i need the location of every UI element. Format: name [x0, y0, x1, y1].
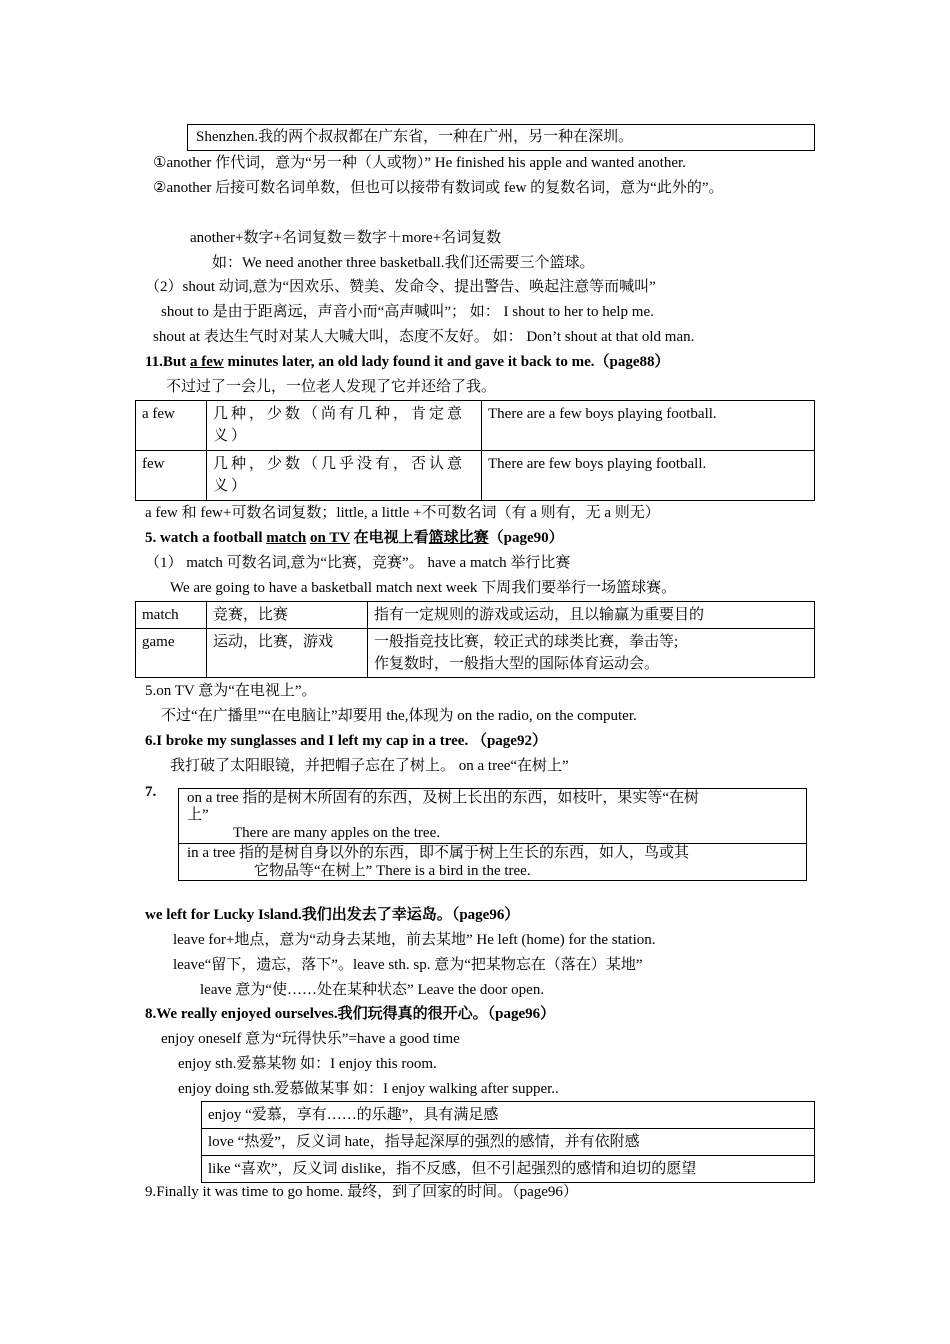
- leave-line-1: leave for+地点，意为“动身去某地，前去某地” He left (home) for the station.: [173, 932, 656, 948]
- table-row: [202, 1129, 815, 1156]
- match-table: [135, 601, 815, 678]
- match-desc: 指有一定规则的游戏或运动，且以输赢为重要目的: [368, 602, 815, 629]
- few-term: a few: [136, 401, 207, 451]
- table-row: [136, 602, 815, 629]
- table-row: [202, 1156, 815, 1183]
- on-tree-line-1: on a tree 指的是树木所固有的东西，及树上长出的东西，如枝叶，果实等“在树: [187, 790, 700, 806]
- match-meaning: 运动，比赛，游戏: [207, 629, 368, 678]
- section-6-title: 6.I broke my sunglasses and I left my cap in a tree. （page92）: [145, 733, 547, 749]
- few-note: a few 和 few+可数名词复数；little, a little +不可数名词（有 a 则有，无 a 则无）: [145, 505, 660, 521]
- match-term: game: [136, 629, 207, 678]
- leave-line-3: leave 意为“使……处在某种状态” Leave the door open.: [200, 982, 545, 998]
- section-5-title: 5. watch a football match on TV 在电视上看篮球比赛（page90）: [145, 530, 564, 546]
- ontv-line-2: 不过“在广播里”“在电脑让”却要用 the,体现为 on the radio, on the computer.: [161, 708, 637, 724]
- match-term: match: [136, 602, 207, 629]
- enjoy-row: enjoy “爱慕，享有……的乐趣”，具有满足感: [202, 1102, 815, 1129]
- enjoy-line-1: enjoy oneself 意为“玩得快乐”=have a good time: [161, 1031, 460, 1047]
- shenzhen-text: Shenzhen.我的两个叔叔都在广东省，一种在广州，另一种在深圳。: [196, 129, 634, 145]
- enjoy-line-2: enjoy sth.爱慕某物 如：I enjoy this room.: [178, 1056, 437, 1072]
- shout-line-1: （2）shout 动词,意为“因欢乐、赞美、发命令、提出警告、唤起注意等而喊叫”: [145, 279, 656, 295]
- few-example: There are few boys playing football.: [482, 451, 815, 501]
- love-row: love “热爱”，反义词 hate，指导起深厚的强烈的感情，并有依附感: [202, 1129, 815, 1156]
- section-11-translation: 不过过了一会儿，一位老人发现了它并还给了我。: [166, 379, 497, 395]
- section-8-title: 8.We really enjoyed ourselves.我们玩得真的很开心。（page96）: [145, 1006, 556, 1022]
- few-table: [135, 400, 815, 501]
- on-tree-line-3: There are many apples on the tree.: [233, 825, 440, 841]
- enjoy-table: [201, 1101, 815, 1183]
- in-tree-line-1: in a tree 指的是树自身以外的东西，即不属于树上生长的东西，如人，鸟或其: [187, 845, 690, 861]
- section-6-translation: 我打破了太阳眼镜，并把帽子忘在了树上。 on a tree“在树上”: [170, 758, 569, 774]
- match-meaning: 竞赛，比赛: [207, 602, 368, 629]
- match-line-1: （1） match 可数名词,意为“比赛，竞赛”。 have a match 举行比赛: [145, 555, 571, 571]
- table-row: [202, 1102, 815, 1129]
- ontv-line-1: 5.on TV 意为“在电视上”。: [145, 683, 317, 699]
- few-meaning: 几种，少数（几乎没有，否认意义）: [207, 451, 482, 501]
- another-formula: another+数字+名词复数＝数字＋more+名词复数: [190, 230, 502, 246]
- section-11-title: 11.But a few minutes later, an old lady found it and gave it back to me.（page88）: [145, 354, 670, 370]
- table-row: [136, 451, 815, 501]
- another-example: 如：We need another three basketball.我们还需要三个篮球。: [212, 255, 595, 271]
- shout-line-2: shout to 是由于距离远，声音小而“高声喊叫”； 如： I shout to her to help me.: [161, 304, 654, 320]
- table-row: [136, 629, 815, 678]
- like-row: like “喜欢”，反义词 dislike，指不反感，但不引起强烈的感情和迫切的愿望: [202, 1156, 815, 1183]
- section-7-label: 7.: [145, 784, 157, 800]
- section-9: 9.Finally it was time to go home. 最终，到了回家的时间。（page96）: [145, 1184, 578, 1200]
- few-meaning: 几种，少数（尚有几种，肯定意义）: [207, 401, 482, 451]
- enjoy-line-3: enjoy doing sth.爱慕做某事 如：I enjoy walking after supper..: [178, 1081, 559, 1097]
- leave-line-2: leave“留下，遗忘，落下”。leave sth. sp. 意为“把某物忘在（落在）某地”: [173, 957, 643, 973]
- in-tree-line-2: 它物品等“在树上” There is a bird in the tree.: [254, 863, 531, 879]
- match-desc: 一般指竞技比赛，较正式的球类比赛，拳击等; 作复数时，一般指大型的国际体育运动会。: [368, 629, 815, 678]
- leave-title: we left for Lucky Island.我们出发去了幸运岛。（page96）: [145, 907, 520, 923]
- shout-line-3: shout at 表达生气时对某人大喊大叫，态度不友好。 如： Don’t shout at that old man.: [153, 329, 695, 345]
- on-tree-line-2: 上”: [187, 807, 209, 823]
- few-term: few: [136, 451, 207, 501]
- another-line-1: ①another 作代词，意为“另一种（人或物）” He finished his apple and wanted another.: [153, 155, 686, 171]
- few-example: There are a few boys playing football.: [482, 401, 815, 451]
- another-line-2: ②another 后接可数名词单数，但也可以接带有数词或 few 的复数名词，意为“此外的”。: [153, 180, 724, 196]
- match-line-2: We are going to have a basketball match next week 下周我们要举行一场篮球赛。: [170, 580, 677, 596]
- table-row: [136, 401, 815, 451]
